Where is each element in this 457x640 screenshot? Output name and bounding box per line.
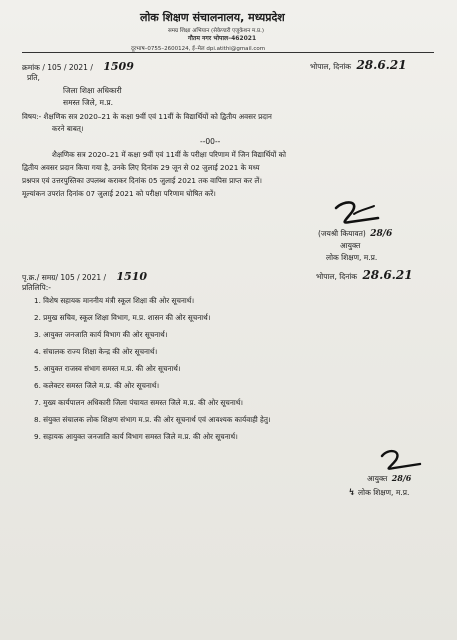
- body-line-2: द्वितीय अवसर प्रदान किया गया है, उनके लिए दिनांक 29 जून से 02 जुलाई 2021 के मध्य: [22, 163, 260, 172]
- copy-to-label: प्रतिलिपि:-: [22, 283, 51, 292]
- copy-item: 6. कलेक्टर समस्त जिले म.प्र. की ओर सूचनार्थ।: [34, 381, 160, 390]
- signatory-office: लोक शिक्षण, म.प्र.: [358, 488, 410, 497]
- place-date-label: भोपाल, दिनांक: [316, 272, 358, 281]
- copy-item: 3. आयुक्त जनजाति कार्य विभाग की ओर सूचनार्थ।: [34, 330, 168, 339]
- place-date-label: भोपाल, दिनांक: [310, 62, 352, 71]
- separator: --00--: [200, 137, 221, 146]
- letterhead-divider: [22, 52, 434, 53]
- signature-2: [376, 448, 436, 476]
- to-label: प्रति,: [27, 73, 40, 82]
- body-line-4: मूल्यांकन उपरांत दिनांक 07 जुलाई 2021 को परीक्षा परिणाम घोषित करें।: [22, 189, 216, 198]
- copy-item: 1. विशेष सहायक माननीय मंत्री स्कूल शिक्षा की ओर सूचनार्थ।: [34, 296, 195, 305]
- letterhead-address: गौतम नगर भोपाल–462021: [188, 35, 257, 42]
- reference-prefix: क्रमांक / 105 / 2021 /: [22, 63, 93, 72]
- reference-number-1: [22, 60, 134, 73]
- copy-item: 5. आयुक्त राजस्व संभाग समस्त म.प्र. की ओर सूचनार्थ।: [34, 364, 181, 373]
- signatory-office-1: लोक शिक्षण, म.प्र.: [326, 253, 378, 262]
- initials-mark: ↯: [348, 488, 356, 498]
- copy-item: 8. संयुक्त संचालक लोक शिक्षण संभाग म.प्र. की ओर सूचनार्थ एवं आवश्यक कार्यवाही हेतु।: [34, 415, 271, 424]
- subject-line-2: करने बाबत्।: [52, 124, 84, 133]
- initials-date-2: 28/6: [391, 473, 412, 483]
- dispatch-date: 28.6.21: [362, 268, 413, 282]
- copy-item: 4. संचालक राज्य शिक्षा केन्द्र की ओर सूचनार्थ।: [34, 347, 158, 356]
- signature-1: [330, 198, 400, 232]
- reference-number-2: [22, 270, 147, 283]
- copy-item: 7. मुख्य कार्यपालन अधिकारी जिला पंचायत समस्त जिले म.प्र. की ओर सूचनार्थ।: [34, 398, 244, 407]
- body-line-1: शैक्षणिक सत्र 2020–21 में कक्षा 9वीं एवं 11वीं के परीक्षा परिणाम में जिन विद्यार्थियों को: [52, 150, 286, 159]
- place-date-1: [310, 58, 407, 72]
- dispatch-date: 28.6.21: [356, 58, 407, 72]
- reference-prefix: पृ.क्र./ समग्र/ 105 / 2021 /: [22, 273, 107, 282]
- signatory-name-1: [318, 229, 392, 239]
- signatory-title-2: [367, 473, 411, 484]
- recipient-line-1: जिला शिक्षा अधिकारी: [63, 86, 122, 95]
- subject-line-1: विषय:- शैक्षणिक सत्र 2020–21 के कक्षा 9वीं एवं 11वीं के विद्यार्थियों को द्वितीय अवसर प्रदान: [22, 112, 272, 121]
- letterhead-contact: दूरभाष–0755–2600124, ई–मेल dpi.atithi@gmail.com: [131, 46, 266, 52]
- place-date-2: [316, 268, 413, 282]
- signatory-name: (जयश्री कियावत): [318, 229, 366, 238]
- dispatch-number: 1509: [103, 60, 134, 73]
- copy-item: 2. प्रमुख सचिव, स्कूल शिक्षा विभाग, म.प्र. शासन की ओर सूचनार्थ।: [34, 313, 211, 322]
- signatory-title-1: आयुक्त: [340, 241, 361, 250]
- copy-item: 9. सहायक आयुक्त जनजाति कार्य विभाग समस्त जिले म.प्र. की ओर सूचनार्थ।: [34, 432, 238, 441]
- signatory-title: आयुक्त: [367, 474, 388, 483]
- signatory-office-2: [348, 488, 409, 498]
- recipient-line-2: समस्त जिले, म.प्र.: [63, 98, 114, 107]
- initials-date-1: 28/6: [370, 229, 393, 239]
- letterhead-title: लोक शिक्षण संचालनालय, मध्यप्रदेश: [140, 11, 285, 24]
- letterhead-subtitle: समग्र शिक्षा अभियान (सेकेण्डरी एजुकेशन म.प्र.): [168, 28, 265, 34]
- body-line-3: प्रश्नपत्र एवं उत्तरपुस्तिका उपलब्ध कराकर दिनांक 05 जुलाई 2021 तक वापिस प्राप्त कर लें।: [22, 176, 262, 185]
- dispatch-number: 1510: [116, 270, 148, 283]
